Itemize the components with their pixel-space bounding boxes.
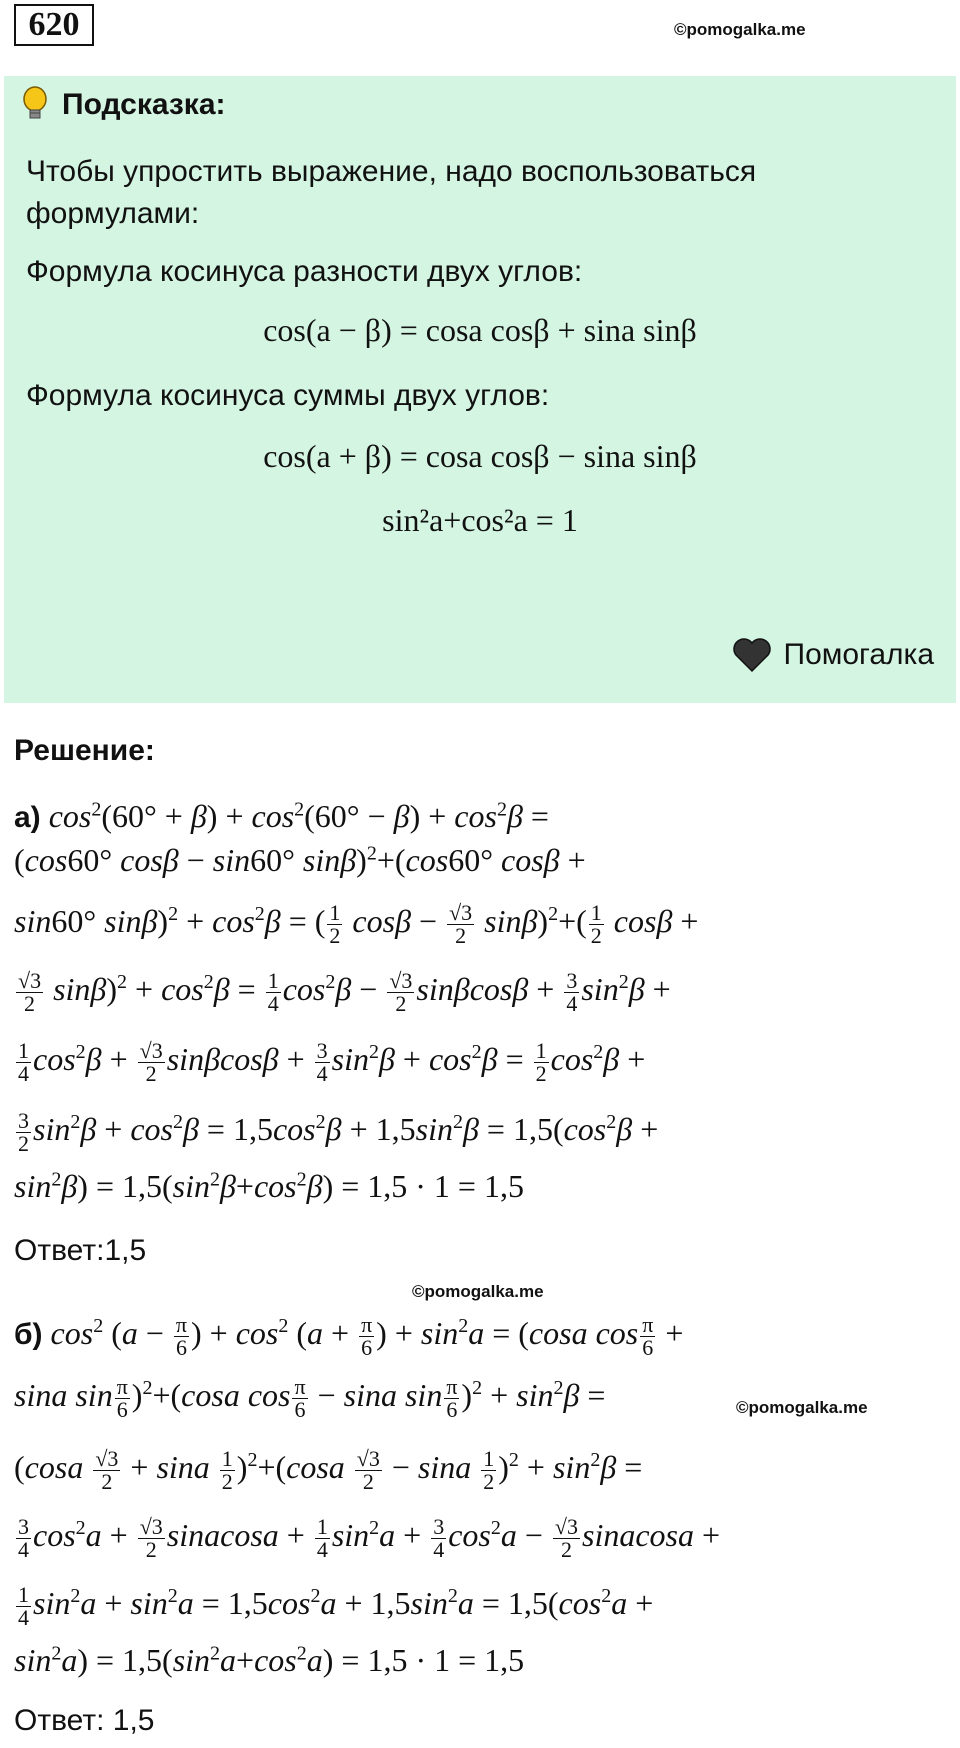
part-a-line-6: $\frac{3}{2}$ $\sin^2\beta + \cos^2\beta = 1,5\cos^2\beta + 1,5\sin^2\beta = 1,5(\cos^2\beta$ + <box>18 1108 659 1156</box>
sum-label: Формула косинуса суммы двух углов: <box>26 379 550 412</box>
problem-number: 620 <box>14 4 94 46</box>
hint-intro: Чтобы упростить выражение, надо воспользоваться <box>26 155 757 188</box>
part-a-label: а) <box>14 801 41 834</box>
part-b-line-4: $\frac{3}{4}$ $\cos^2a$ + $\frac{√3}{2}$ sinacosa + $\frac{1}{4}$ $\sin^2a$ + $\frac{3}{4}$ $\cos^2a$ − $\frac{√3}{2}$ sinacosa + <box>18 1514 721 1562</box>
sum-formula: cos(a + β) = cosa cosβ − sina sinβ <box>263 438 697 474</box>
part-a-line-5: $\frac{1}{4}$ $\cos^2\beta$ + $\frac{√3}{2}$ sinβcosβ + $\frac{3}{4}$ $\sin^2\beta + \cos^2\beta$ = $\frac{1}{2}$ $\cos^2\beta$ + <box>18 1038 646 1086</box>
part-a-line-4: $\frac{√3}{2}$ $\sin\beta)^2 + \cos^2\beta$ = $\frac{1}{4}$ $\cos^2\beta$ − $\frac{√3}{2}$ sinβcosβ + $\frac{3}{4}$ $\sin^2\beta$ + <box>18 968 671 1016</box>
diff-formula: cos(a − β) = cosa cosβ + sina sinβ <box>263 312 697 348</box>
lightbulb-icon <box>20 86 50 122</box>
part-b-line-5: $\frac{1}{4}$ $\sin^2a + \sin^2a = 1,5\cos^2a + 1,5\sin^2a = 1,5(\cos^2a$ + <box>18 1582 654 1630</box>
part-a-line-1: а) $\cos^2(60^\circ + \beta) + \cos^2(60^\circ - \beta) + \cos^2\beta$ = <box>14 798 549 834</box>
part-a-line-3: sin60° $\sin\beta)^2 + \cos^2\beta$ = ( $\frac{1}{2}$ cosβ − $\frac{√3}{2}$ sinβ)$^2$+( $\frac{1}{2}$ cosβ + <box>14 900 699 948</box>
part-b-line-3: (cosa $\frac{√3}{2}$ + sina $\frac{1}{2}$ )$^2$+(cosa $\frac{√3}{2}$ − sina $\frac{1}{2}$ )$^2 + \sin^2\beta$ = <box>14 1446 643 1494</box>
part-b-line-1: б) $\cos^2 (a$ − $\frac{\pi}{6}$ ) + $\cos^2 (a$ + $\frac{\pi}{6}$ ) + $\sin^2a = (\cos a$ cos $\frac{\pi}{6}$ + <box>14 1312 684 1360</box>
watermark-2: ©pomogalka.me <box>412 1282 544 1301</box>
solution-title: Решение: <box>14 734 155 767</box>
part-b-line-6: $\sin^2a) = 1,5(\sin^2a+\cos^2a) = 1,5 \cdot 1 = 1,5$ <box>14 1642 525 1678</box>
watermark: ©pomogalka.me <box>674 20 806 39</box>
brand-name: Помогалка <box>783 638 934 671</box>
part-a-line-2: (cos60° cosβ − sin60° sinβ)$^2$+(cos60° cosβ + <box>14 842 586 878</box>
identity-formula: sin²a+cos²a = 1 <box>382 502 578 538</box>
hint-intro-2: формулами: <box>26 197 200 230</box>
diff-label: Формула косинуса разности двух углов: <box>26 255 583 288</box>
answer-a: Ответ:1,5 <box>14 1234 147 1267</box>
part-b-label: б) <box>14 1317 43 1351</box>
hint-box <box>4 76 956 703</box>
part-b-line-2: sina sin $\frac{\pi}{6}$ )$^2$+(cosa cos $\frac{\pi}{6}$ − sina sin $\frac{\pi}{6}$ )$^2 + \sin^2\beta$ = <box>14 1374 606 1422</box>
hint-title: Подсказка: <box>62 88 226 121</box>
answer-b: Ответ: 1,5 <box>14 1704 155 1737</box>
watermark-3: ©pomogalka.me <box>736 1398 868 1417</box>
brand <box>732 637 935 673</box>
heart-icon <box>732 637 772 673</box>
part-a-line-7: $\sin^2\beta) = 1,5(\sin^2\beta+\cos^2\beta) = 1,5 \cdot 1 = 1,5$ <box>14 1168 524 1204</box>
